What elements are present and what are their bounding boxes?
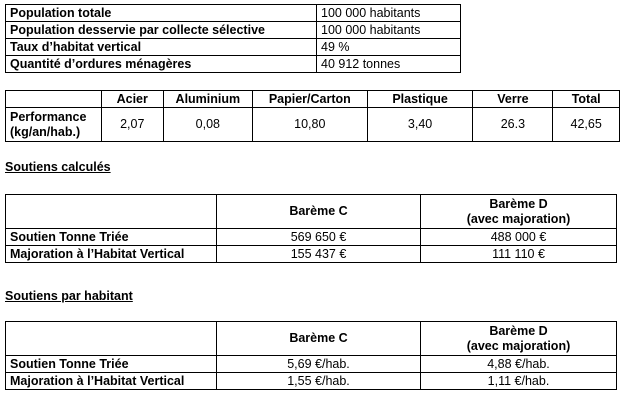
soutiens-habitant-table	[5, 321, 617, 390]
cell-value: 10,80	[252, 108, 367, 142]
info-table	[5, 4, 461, 73]
performance-table	[5, 90, 620, 142]
table-row	[6, 108, 620, 142]
cell-value: 4,88 €/hab.	[421, 356, 617, 373]
cell-value: 111 110 €	[421, 246, 617, 263]
info-value: 100 000 habitants	[317, 5, 461, 22]
table-row	[6, 246, 617, 263]
column-header-bareme-c: Barème C	[217, 195, 421, 229]
column-header: Plastique	[367, 91, 473, 108]
info-value: 49 %	[317, 39, 461, 56]
header-line: Barème D	[489, 323, 548, 338]
soutiens-calcules-table	[5, 194, 617, 263]
cell-value: 569 650 €	[217, 229, 421, 246]
column-header-bareme-d	[421, 322, 617, 356]
column-header-bareme-d	[421, 195, 617, 229]
header-line: (avec majoration)	[466, 211, 571, 226]
table-row	[6, 22, 461, 39]
cell-value: 2,07	[101, 108, 163, 142]
info-value: 40 912 tonnes	[317, 56, 461, 73]
table-row	[6, 229, 617, 246]
table-header-row	[6, 322, 617, 356]
row-label: Soutien Tonne Triée	[6, 356, 217, 373]
info-label: Population desservie par collecte sélective	[6, 22, 317, 39]
cell-value: 155 437 €	[217, 246, 421, 263]
empty-header-cell	[6, 195, 217, 229]
table-row	[6, 56, 461, 73]
info-value: 100 000 habitants	[317, 22, 461, 39]
cell-value: 488 000 €	[421, 229, 617, 246]
table-row	[6, 39, 461, 56]
info-label: Taux d’habitat vertical	[6, 39, 317, 56]
cell-value: 0,08	[163, 108, 252, 142]
info-label: Quantité d’ordures ménagères	[6, 56, 317, 73]
column-header: Total	[553, 91, 620, 108]
header-line: (avec majoration)	[466, 338, 571, 353]
row-label: Soutien Tonne Triée	[6, 229, 217, 246]
table-header-row	[6, 91, 620, 108]
column-header: Verre	[473, 91, 553, 108]
section-heading: Soutiens par habitant	[5, 289, 133, 303]
table-header-row	[6, 195, 617, 229]
column-header: Aluminium	[163, 91, 252, 108]
cell-value: 1,11 €/hab.	[421, 373, 617, 390]
cell-value: 1,55 €/hab.	[217, 373, 421, 390]
table-row	[6, 5, 461, 22]
column-header: Papier/Carton	[252, 91, 367, 108]
row-label: Majoration à l’Habitat Vertical	[6, 373, 217, 390]
cell-value: 26.3	[473, 108, 553, 142]
cell-value: 5,69 €/hab.	[217, 356, 421, 373]
header-line: Barème D	[489, 196, 548, 211]
empty-header-cell	[6, 322, 217, 356]
cell-value: 3,40	[367, 108, 473, 142]
table-row	[6, 373, 617, 390]
column-header-bareme-c: Barème C	[217, 322, 421, 356]
empty-header-cell	[6, 91, 102, 108]
section-heading: Soutiens calculés	[5, 160, 111, 174]
row-label: Performance (kg/an/hab.)	[6, 108, 102, 142]
info-label: Population totale	[6, 5, 317, 22]
table-row	[6, 356, 617, 373]
cell-value: 42,65	[553, 108, 620, 142]
row-label: Majoration à l’Habitat Vertical	[6, 246, 217, 263]
column-header: Acier	[101, 91, 163, 108]
